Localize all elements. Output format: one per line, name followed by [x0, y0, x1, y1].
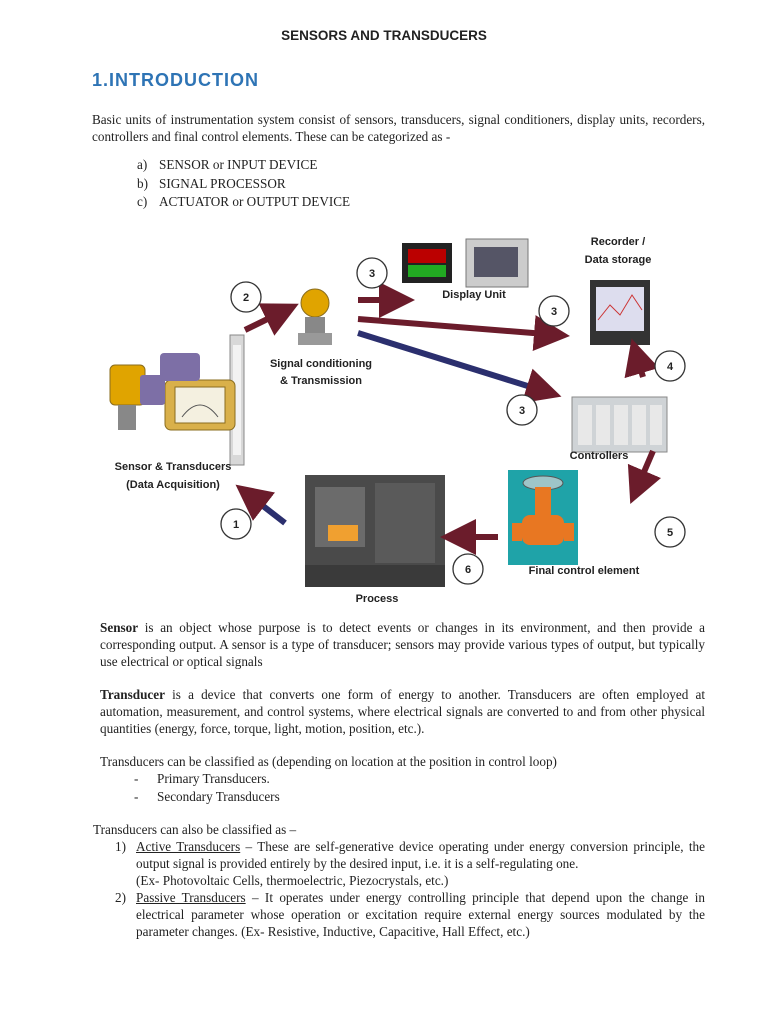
label-sensor: Sensor & Transducers [114, 461, 232, 473]
transducer-definition: Transducer is a device that converts one form of energy to another. Transducers are often employed at automation, measurement, and control systems, where electrical signals are converted to and from other physical quantities (energy, force, torque, light, motion, position, etc.). [100, 687, 705, 736]
list-item: - Secondary Transducers [134, 788, 280, 804]
step-3-controllers: 3 [518, 405, 526, 417]
control-loop-diagram [90, 225, 710, 610]
classification-intro: Transducers can be classified as (depending on location at the position in control loop) [100, 754, 557, 769]
step-3-display: 3 [368, 268, 376, 280]
sensor-term: Sensor [100, 620, 139, 635]
also-classified-intro: Transducers can also be classified as – [93, 822, 297, 837]
category-list [137, 156, 350, 212]
step-6: 6 [464, 564, 472, 576]
list-item: c) ACTUATOR or OUTPUT DEVICE [137, 194, 351, 209]
step-3-recorder: 3 [550, 306, 558, 318]
label-recorder: Recorder / [590, 236, 646, 248]
sensor-definition: Sensor is an object whose purpose is to detect events or changes in its environment, and then provide a corresponding output. A sensor is a type of transducer; sensors may provide various types of output, but typically use electrical or optical signals [100, 620, 705, 669]
label-signal-sub: & Transmission [280, 375, 362, 387]
label-process: Process [355, 593, 399, 605]
label-signal: Signal conditioning [269, 358, 373, 370]
step-4: 4 [666, 361, 674, 373]
recorder-image [590, 280, 650, 345]
valve-image [508, 470, 578, 565]
intro-paragraph: Basic units of instrumentation system consist of sensors, transducers, signal conditioners, display units, recorders, controllers and final control elements. These can be categorized as - [92, 112, 705, 144]
transducer-types [115, 838, 705, 940]
label-display: Display Unit [442, 289, 506, 301]
label-controllers: Controllers [569, 450, 629, 462]
label-sensor-sub: (Data Acquisition) [126, 479, 220, 491]
classification-block [100, 753, 705, 805]
section-heading: 1.INTRODUCTION [92, 70, 259, 90]
list-item: - Primary Transducers. [134, 771, 270, 786]
transmitter-image [298, 289, 332, 345]
step-5: 5 [666, 527, 674, 539]
controllers-image [572, 397, 667, 452]
label-final-control: Final control element [528, 565, 640, 577]
display-unit-image [402, 239, 528, 287]
step-1: 1 [232, 519, 240, 531]
sensor-image [110, 335, 244, 465]
transducer-term: Transducer [100, 687, 165, 702]
list-item: a) SENSOR or INPUT DEVICE [137, 157, 318, 172]
process-image [305, 475, 445, 587]
step-2: 2 [242, 292, 250, 304]
label-recorder-sub: Data storage [584, 254, 652, 266]
list-item: 1) Active Transducers – These are self-generative device operating under energy conversion principle, the output signal is provided entirely by the desired input, i.e. it is a self-regulating one. (Ex- Photovoltaic Cells, thermoelectric, Piezocrystals, etc.) [115, 839, 705, 888]
list-item: b) SIGNAL PROCESSOR [137, 175, 286, 191]
page-title: SENSORS AND TRANSDUCERS [281, 28, 487, 43]
list-item: 2) Passive Transducers – It operates under energy controlling principle that depend upon the change in electrical parameter whose operation or excitation require external energy sources modulated by the parameter changes. (Ex- Resistive, Inductive, Capacitive, Hall Effect, etc.) [115, 890, 705, 939]
